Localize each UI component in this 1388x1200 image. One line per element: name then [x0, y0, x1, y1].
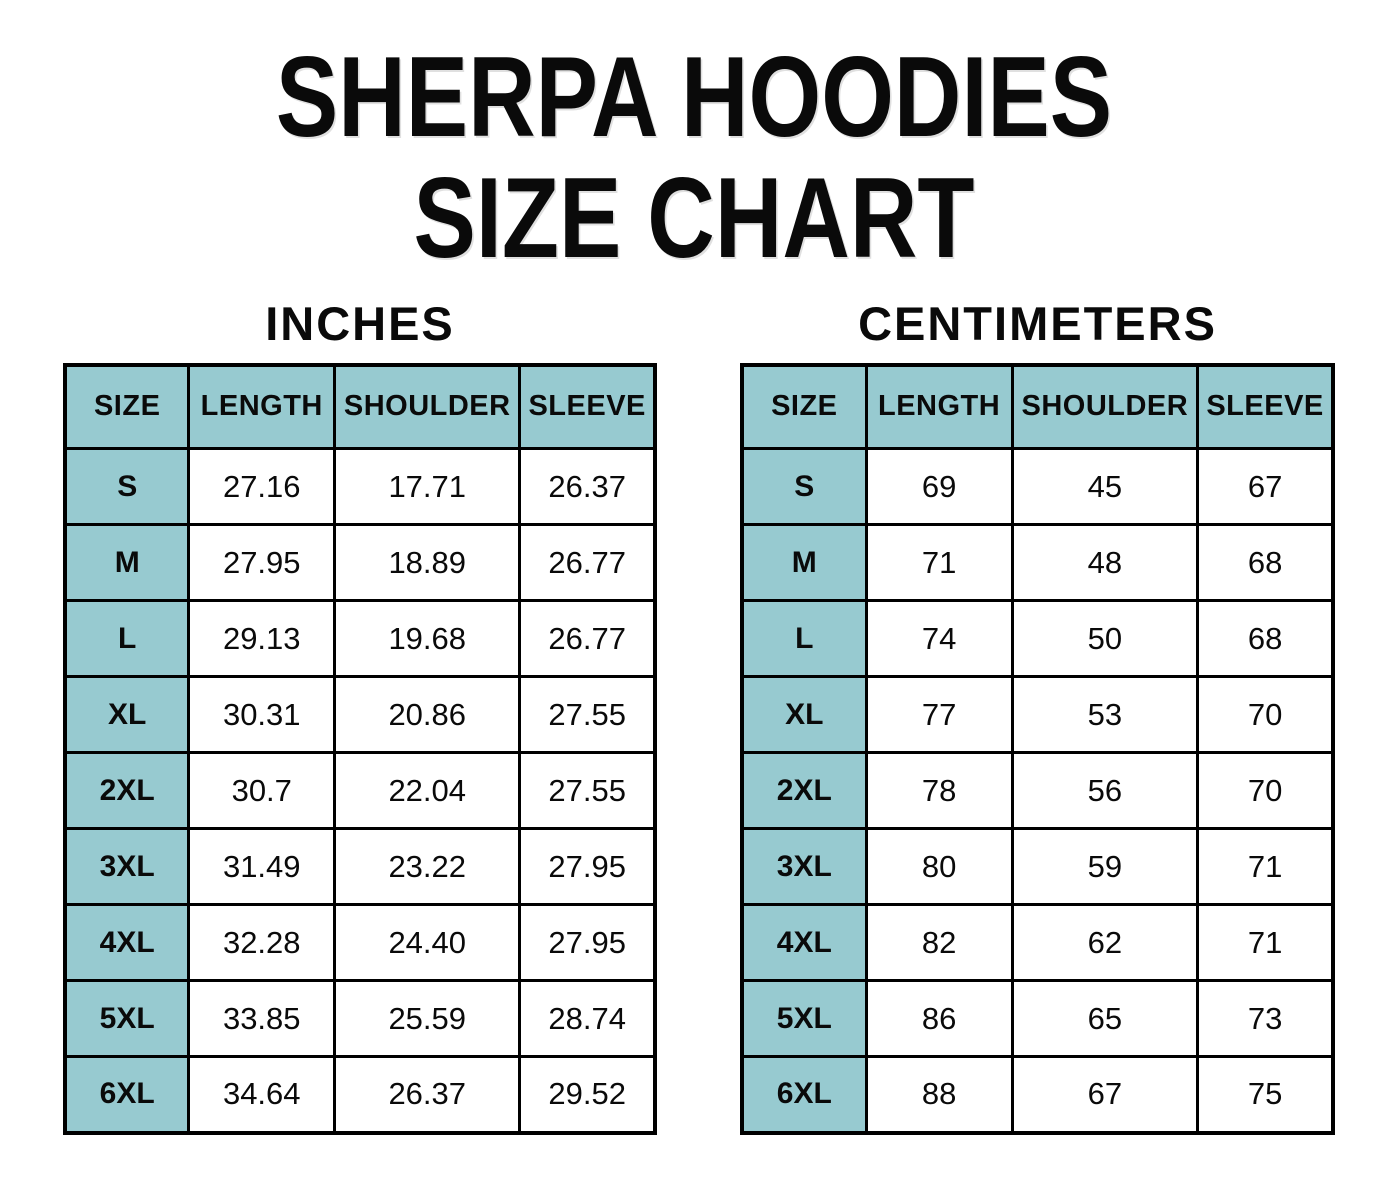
value-cell: 26.37: [520, 449, 655, 525]
value-cell: 53: [1012, 677, 1198, 753]
centimeters-heading: CENTIMETERS: [858, 296, 1217, 350]
inches-table-section: [63, 296, 657, 1135]
value-cell: 22.04: [335, 753, 520, 829]
value-cell: 71: [1198, 905, 1333, 981]
size-cell: 4XL: [65, 905, 189, 981]
table-row: [742, 601, 1333, 677]
size-cell: M: [65, 525, 189, 601]
value-cell: 34.64: [189, 1057, 335, 1133]
table-row: [742, 905, 1333, 981]
value-cell: 26.77: [520, 525, 655, 601]
value-cell: 29.52: [520, 1057, 655, 1133]
value-cell: 59: [1012, 829, 1198, 905]
value-cell: 78: [866, 753, 1012, 829]
value-cell: 27.95: [520, 829, 655, 905]
value-cell: 30.31: [189, 677, 335, 753]
centimeters-table-section: [740, 296, 1335, 1135]
value-cell: 27.95: [520, 905, 655, 981]
header-row: [65, 365, 655, 449]
value-cell: 77: [866, 677, 1012, 753]
value-cell: 68: [1198, 525, 1333, 601]
size-cell: 6XL: [65, 1057, 189, 1133]
column-header-sleeve: SLEEVE: [1198, 365, 1333, 449]
table-row: [65, 449, 655, 525]
table-row: [742, 1057, 1333, 1133]
size-cell: S: [742, 449, 866, 525]
table-row: [742, 753, 1333, 829]
value-cell: 30.7: [189, 753, 335, 829]
table-row: [65, 829, 655, 905]
value-cell: 68: [1198, 601, 1333, 677]
column-header-size: SIZE: [742, 365, 866, 449]
table-row: [742, 677, 1333, 753]
inches-size-table: [63, 363, 657, 1135]
table-row: [65, 981, 655, 1057]
value-cell: 48: [1012, 525, 1198, 601]
value-cell: 67: [1012, 1057, 1198, 1133]
value-cell: 27.55: [520, 677, 655, 753]
column-header-sleeve: SLEEVE: [520, 365, 655, 449]
value-cell: 69: [866, 449, 1012, 525]
header-row: [742, 365, 1333, 449]
column-header-length: LENGTH: [866, 365, 1012, 449]
value-cell: 27.95: [189, 525, 335, 601]
table-row: [65, 1057, 655, 1133]
value-cell: 19.68: [335, 601, 520, 677]
column-header-shoulder: SHOULDER: [1012, 365, 1198, 449]
size-cell: 4XL: [742, 905, 866, 981]
table-row: [742, 981, 1333, 1057]
value-cell: 25.59: [335, 981, 520, 1057]
value-cell: 67: [1198, 449, 1333, 525]
value-cell: 71: [866, 525, 1012, 601]
inches-heading: INCHES: [265, 296, 455, 350]
value-cell: 88: [866, 1057, 1012, 1133]
table-row: [742, 829, 1333, 905]
table-row: [65, 677, 655, 753]
centimeters-size-table: [740, 363, 1335, 1135]
value-cell: 50: [1012, 601, 1198, 677]
size-cell: 6XL: [742, 1057, 866, 1133]
value-cell: 27.55: [520, 753, 655, 829]
value-cell: 56: [1012, 753, 1198, 829]
value-cell: 20.86: [335, 677, 520, 753]
value-cell: 75: [1198, 1057, 1333, 1133]
value-cell: 23.22: [335, 829, 520, 905]
value-cell: 82: [866, 905, 1012, 981]
value-cell: 74: [866, 601, 1012, 677]
value-cell: 65: [1012, 981, 1198, 1057]
value-cell: 17.71: [335, 449, 520, 525]
value-cell: 26.37: [335, 1057, 520, 1133]
value-cell: 71: [1198, 829, 1333, 905]
title-line-2: SIZE CHART: [413, 154, 975, 282]
table-row: [65, 753, 655, 829]
value-cell: 33.85: [189, 981, 335, 1057]
size-cell: L: [65, 601, 189, 677]
size-cell: 2XL: [65, 753, 189, 829]
value-cell: 26.77: [520, 601, 655, 677]
value-cell: 80: [866, 829, 1012, 905]
value-cell: 70: [1198, 753, 1333, 829]
size-cell: L: [742, 601, 866, 677]
size-cell: M: [742, 525, 866, 601]
value-cell: 86: [866, 981, 1012, 1057]
size-cell: XL: [742, 677, 866, 753]
value-cell: 73: [1198, 981, 1333, 1057]
size-cell: XL: [65, 677, 189, 753]
column-header-length: LENGTH: [189, 365, 335, 449]
table-row: [742, 525, 1333, 601]
size-cell: 3XL: [742, 829, 866, 905]
value-cell: 45: [1012, 449, 1198, 525]
tables-container: [0, 296, 1388, 1135]
value-cell: 32.28: [189, 905, 335, 981]
value-cell: 29.13: [189, 601, 335, 677]
value-cell: 27.16: [189, 449, 335, 525]
value-cell: 62: [1012, 905, 1198, 981]
page-title: [0, 0, 1388, 280]
table-row: [65, 601, 655, 677]
table-row: [742, 449, 1333, 525]
size-cell: S: [65, 449, 189, 525]
title-line-1: SHERPA HOODIES: [275, 34, 1113, 161]
column-header-shoulder: SHOULDER: [335, 365, 520, 449]
value-cell: 31.49: [189, 829, 335, 905]
table-row: [65, 905, 655, 981]
column-header-size: SIZE: [65, 365, 189, 449]
value-cell: 70: [1198, 677, 1333, 753]
table-row: [65, 525, 655, 601]
size-cell: 3XL: [65, 829, 189, 905]
value-cell: 18.89: [335, 525, 520, 601]
value-cell: 28.74: [520, 981, 655, 1057]
size-cell: 5XL: [65, 981, 189, 1057]
size-cell: 2XL: [742, 753, 866, 829]
size-cell: 5XL: [742, 981, 866, 1057]
value-cell: 24.40: [335, 905, 520, 981]
